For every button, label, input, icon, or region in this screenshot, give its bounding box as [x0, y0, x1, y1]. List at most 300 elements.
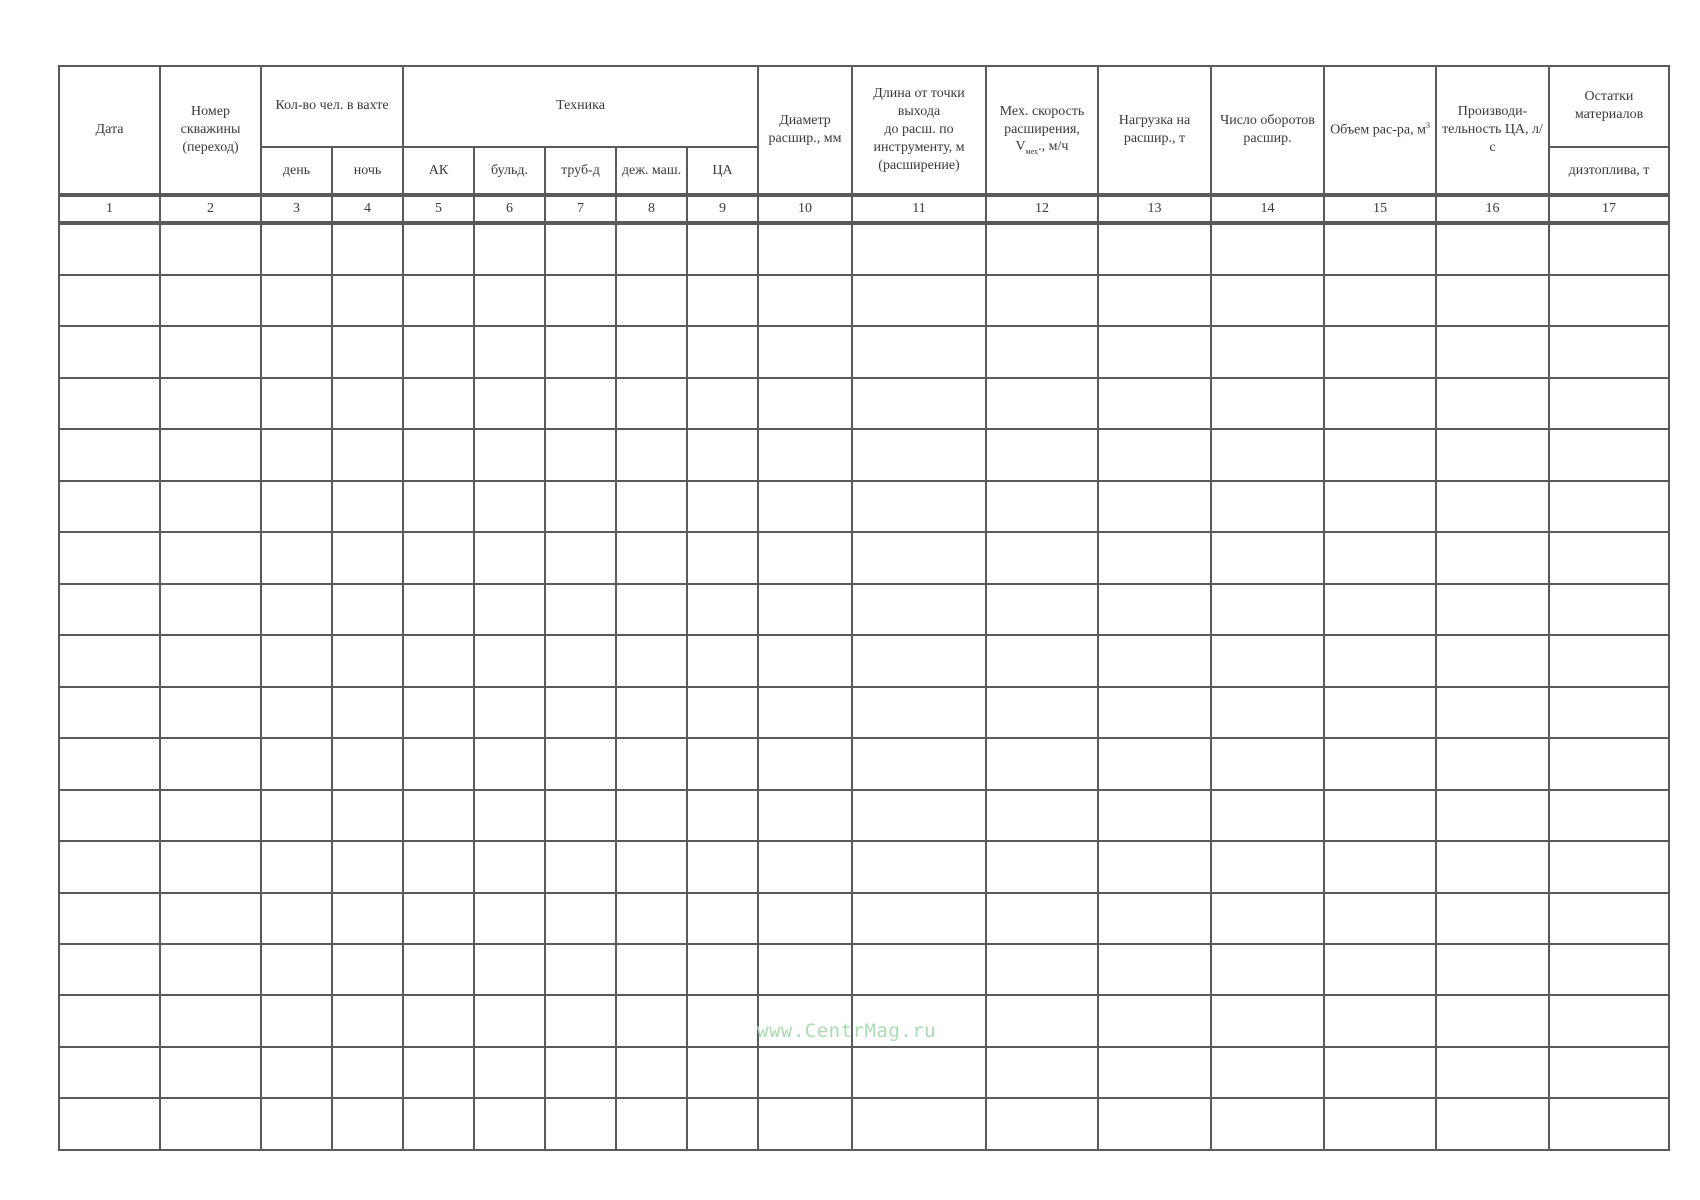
empty-cell[interactable] — [59, 584, 160, 635]
empty-cell[interactable] — [758, 738, 852, 789]
empty-cell[interactable] — [852, 275, 986, 326]
empty-cell[interactable] — [160, 944, 261, 995]
empty-cell[interactable] — [852, 944, 986, 995]
empty-cell[interactable] — [986, 378, 1098, 429]
empty-cell[interactable] — [852, 378, 986, 429]
empty-cell[interactable] — [1211, 481, 1324, 532]
empty-cell[interactable] — [545, 893, 616, 944]
empty-cell[interactable] — [545, 790, 616, 841]
empty-cell[interactable] — [758, 790, 852, 841]
empty-cell[interactable] — [332, 687, 403, 738]
empty-cell[interactable] — [261, 223, 332, 274]
empty-cell[interactable] — [852, 532, 986, 583]
empty-cell[interactable] — [160, 1047, 261, 1098]
empty-cell[interactable] — [332, 893, 403, 944]
empty-cell[interactable] — [332, 275, 403, 326]
empty-cell[interactable] — [1098, 532, 1211, 583]
empty-cell[interactable] — [1549, 995, 1669, 1046]
empty-cell[interactable] — [261, 687, 332, 738]
empty-cell[interactable] — [1098, 481, 1211, 532]
empty-cell[interactable] — [332, 841, 403, 892]
empty-cell[interactable] — [160, 1098, 261, 1150]
empty-cell[interactable] — [59, 378, 160, 429]
empty-cell[interactable] — [545, 223, 616, 274]
empty-cell[interactable] — [474, 1047, 545, 1098]
empty-cell[interactable] — [1549, 1098, 1669, 1150]
empty-cell[interactable] — [545, 275, 616, 326]
empty-cell[interactable] — [687, 635, 758, 686]
empty-cell[interactable] — [59, 995, 160, 1046]
empty-cell[interactable] — [59, 1098, 160, 1150]
empty-cell[interactable] — [1324, 1047, 1436, 1098]
empty-cell[interactable] — [616, 738, 687, 789]
empty-cell[interactable] — [758, 275, 852, 326]
empty-cell[interactable] — [1436, 223, 1549, 274]
empty-cell[interactable] — [1211, 1047, 1324, 1098]
empty-cell[interactable] — [687, 893, 758, 944]
empty-cell[interactable] — [403, 223, 474, 274]
empty-cell[interactable] — [1098, 1047, 1211, 1098]
empty-cell[interactable] — [474, 893, 545, 944]
empty-cell[interactable] — [1549, 790, 1669, 841]
empty-cell[interactable] — [616, 481, 687, 532]
empty-cell[interactable] — [1436, 893, 1549, 944]
empty-cell[interactable] — [1098, 275, 1211, 326]
empty-cell[interactable] — [1549, 635, 1669, 686]
empty-cell[interactable] — [474, 532, 545, 583]
empty-cell[interactable] — [474, 378, 545, 429]
empty-cell[interactable] — [758, 223, 852, 274]
empty-cell[interactable] — [59, 481, 160, 532]
empty-cell[interactable] — [1549, 584, 1669, 635]
empty-cell[interactable] — [403, 944, 474, 995]
empty-cell[interactable] — [403, 532, 474, 583]
empty-cell[interactable] — [986, 687, 1098, 738]
empty-cell[interactable] — [403, 893, 474, 944]
empty-cell[interactable] — [1211, 635, 1324, 686]
empty-cell[interactable] — [986, 326, 1098, 377]
empty-cell[interactable] — [1324, 326, 1436, 377]
empty-cell[interactable] — [852, 326, 986, 377]
empty-cell[interactable] — [332, 738, 403, 789]
empty-cell[interactable] — [261, 790, 332, 841]
empty-cell[interactable] — [59, 944, 160, 995]
empty-cell[interactable] — [1549, 532, 1669, 583]
empty-cell[interactable] — [261, 584, 332, 635]
empty-cell[interactable] — [1098, 995, 1211, 1046]
empty-cell[interactable] — [1098, 223, 1211, 274]
empty-cell[interactable] — [687, 584, 758, 635]
empty-cell[interactable] — [616, 841, 687, 892]
empty-cell[interactable] — [1324, 893, 1436, 944]
empty-cell[interactable] — [1324, 790, 1436, 841]
empty-cell[interactable] — [403, 995, 474, 1046]
empty-cell[interactable] — [1324, 944, 1436, 995]
empty-cell[interactable] — [1436, 687, 1549, 738]
empty-cell[interactable] — [1098, 635, 1211, 686]
empty-cell[interactable] — [1211, 378, 1324, 429]
empty-cell[interactable] — [616, 584, 687, 635]
empty-cell[interactable] — [545, 532, 616, 583]
empty-cell[interactable] — [59, 893, 160, 944]
empty-cell[interactable] — [687, 1098, 758, 1150]
empty-cell[interactable] — [59, 738, 160, 789]
empty-cell[interactable] — [1211, 944, 1324, 995]
empty-cell[interactable] — [474, 944, 545, 995]
empty-cell[interactable] — [160, 429, 261, 480]
empty-cell[interactable] — [758, 1047, 852, 1098]
empty-cell[interactable] — [474, 326, 545, 377]
empty-cell[interactable] — [986, 532, 1098, 583]
empty-cell[interactable] — [403, 429, 474, 480]
empty-cell[interactable] — [1211, 790, 1324, 841]
empty-cell[interactable] — [332, 1047, 403, 1098]
empty-cell[interactable] — [1436, 995, 1549, 1046]
empty-cell[interactable] — [1436, 326, 1549, 377]
empty-cell[interactable] — [986, 738, 1098, 789]
empty-cell[interactable] — [403, 275, 474, 326]
empty-cell[interactable] — [261, 841, 332, 892]
empty-cell[interactable] — [758, 481, 852, 532]
empty-cell[interactable] — [59, 687, 160, 738]
empty-cell[interactable] — [160, 275, 261, 326]
empty-cell[interactable] — [545, 481, 616, 532]
empty-cell[interactable] — [1324, 223, 1436, 274]
empty-cell[interactable] — [332, 326, 403, 377]
empty-cell[interactable] — [1098, 584, 1211, 635]
empty-cell[interactable] — [332, 584, 403, 635]
empty-cell[interactable] — [1324, 584, 1436, 635]
empty-cell[interactable] — [474, 635, 545, 686]
empty-cell[interactable] — [687, 481, 758, 532]
empty-cell[interactable] — [1211, 223, 1324, 274]
empty-cell[interactable] — [332, 481, 403, 532]
empty-cell[interactable] — [160, 790, 261, 841]
empty-cell[interactable] — [1324, 995, 1436, 1046]
empty-cell[interactable] — [403, 584, 474, 635]
empty-cell[interactable] — [852, 635, 986, 686]
empty-cell[interactable] — [687, 275, 758, 326]
empty-cell[interactable] — [261, 378, 332, 429]
empty-cell[interactable] — [545, 429, 616, 480]
empty-cell[interactable] — [160, 893, 261, 944]
empty-cell[interactable] — [1098, 944, 1211, 995]
empty-cell[interactable] — [332, 635, 403, 686]
empty-cell[interactable] — [616, 944, 687, 995]
empty-cell[interactable] — [261, 481, 332, 532]
empty-cell[interactable] — [403, 687, 474, 738]
empty-cell[interactable] — [1324, 532, 1436, 583]
empty-cell[interactable] — [1098, 378, 1211, 429]
empty-cell[interactable] — [160, 584, 261, 635]
empty-cell[interactable] — [986, 481, 1098, 532]
empty-cell[interactable] — [261, 995, 332, 1046]
empty-cell[interactable] — [332, 995, 403, 1046]
empty-cell[interactable] — [852, 223, 986, 274]
empty-cell[interactable] — [474, 841, 545, 892]
empty-cell[interactable] — [758, 944, 852, 995]
empty-cell[interactable] — [1549, 1047, 1669, 1098]
empty-cell[interactable] — [852, 893, 986, 944]
empty-cell[interactable] — [332, 223, 403, 274]
empty-cell[interactable] — [986, 584, 1098, 635]
empty-cell[interactable] — [1211, 995, 1324, 1046]
empty-cell[interactable] — [1549, 429, 1669, 480]
empty-cell[interactable] — [1098, 1098, 1211, 1150]
empty-cell[interactable] — [616, 687, 687, 738]
empty-cell[interactable] — [261, 429, 332, 480]
empty-cell[interactable] — [1549, 481, 1669, 532]
empty-cell[interactable] — [852, 790, 986, 841]
empty-cell[interactable] — [545, 1098, 616, 1150]
empty-cell[interactable] — [160, 687, 261, 738]
empty-cell[interactable] — [474, 481, 545, 532]
empty-cell[interactable] — [403, 738, 474, 789]
empty-cell[interactable] — [1436, 429, 1549, 480]
empty-cell[interactable] — [160, 738, 261, 789]
empty-cell[interactable] — [687, 378, 758, 429]
empty-cell[interactable] — [852, 1047, 986, 1098]
empty-cell[interactable] — [474, 995, 545, 1046]
empty-cell[interactable] — [332, 532, 403, 583]
empty-cell[interactable] — [545, 687, 616, 738]
empty-cell[interactable] — [403, 635, 474, 686]
empty-cell[interactable] — [1324, 1098, 1436, 1150]
empty-cell[interactable] — [261, 635, 332, 686]
empty-cell[interactable] — [59, 635, 160, 686]
empty-cell[interactable] — [1436, 532, 1549, 583]
empty-cell[interactable] — [403, 378, 474, 429]
empty-cell[interactable] — [852, 738, 986, 789]
empty-cell[interactable] — [59, 429, 160, 480]
empty-cell[interactable] — [1436, 944, 1549, 995]
empty-cell[interactable] — [852, 1098, 986, 1150]
empty-cell[interactable] — [616, 1047, 687, 1098]
empty-cell[interactable] — [160, 378, 261, 429]
empty-cell[interactable] — [545, 944, 616, 995]
empty-cell[interactable] — [59, 532, 160, 583]
empty-cell[interactable] — [160, 223, 261, 274]
empty-cell[interactable] — [261, 326, 332, 377]
empty-cell[interactable] — [986, 790, 1098, 841]
empty-cell[interactable] — [403, 481, 474, 532]
empty-cell[interactable] — [758, 378, 852, 429]
empty-cell[interactable] — [758, 1098, 852, 1150]
empty-cell[interactable] — [1324, 378, 1436, 429]
empty-cell[interactable] — [160, 532, 261, 583]
empty-cell[interactable] — [616, 635, 687, 686]
empty-cell[interactable] — [616, 532, 687, 583]
empty-cell[interactable] — [59, 326, 160, 377]
empty-cell[interactable] — [1098, 429, 1211, 480]
empty-cell[interactable] — [1211, 893, 1324, 944]
empty-cell[interactable] — [59, 1047, 160, 1098]
empty-cell[interactable] — [986, 223, 1098, 274]
empty-cell[interactable] — [474, 429, 545, 480]
empty-cell[interactable] — [1549, 223, 1669, 274]
empty-cell[interactable] — [545, 584, 616, 635]
empty-cell[interactable] — [616, 893, 687, 944]
empty-cell[interactable] — [1098, 326, 1211, 377]
empty-cell[interactable] — [758, 893, 852, 944]
empty-cell[interactable] — [616, 995, 687, 1046]
empty-cell[interactable] — [1098, 738, 1211, 789]
empty-cell[interactable] — [852, 481, 986, 532]
empty-cell[interactable] — [59, 841, 160, 892]
empty-cell[interactable] — [616, 790, 687, 841]
empty-cell[interactable] — [616, 326, 687, 377]
empty-cell[interactable] — [1436, 790, 1549, 841]
empty-cell[interactable] — [1324, 635, 1436, 686]
empty-cell[interactable] — [1436, 841, 1549, 892]
empty-cell[interactable] — [160, 481, 261, 532]
empty-cell[interactable] — [403, 790, 474, 841]
empty-cell[interactable] — [758, 532, 852, 583]
empty-cell[interactable] — [1098, 841, 1211, 892]
empty-cell[interactable] — [545, 995, 616, 1046]
empty-cell[interactable] — [616, 223, 687, 274]
empty-cell[interactable] — [545, 378, 616, 429]
empty-cell[interactable] — [474, 1098, 545, 1150]
empty-cell[interactable] — [1436, 1047, 1549, 1098]
empty-cell[interactable] — [986, 429, 1098, 480]
empty-cell[interactable] — [1549, 378, 1669, 429]
empty-cell[interactable] — [986, 1098, 1098, 1150]
empty-cell[interactable] — [1211, 1098, 1324, 1150]
empty-cell[interactable] — [687, 790, 758, 841]
empty-cell[interactable] — [261, 738, 332, 789]
empty-cell[interactable] — [687, 687, 758, 738]
empty-cell[interactable] — [332, 378, 403, 429]
empty-cell[interactable] — [261, 944, 332, 995]
empty-cell[interactable] — [332, 944, 403, 995]
empty-cell[interactable] — [1211, 275, 1324, 326]
empty-cell[interactable] — [545, 1047, 616, 1098]
empty-cell[interactable] — [1324, 841, 1436, 892]
empty-cell[interactable] — [1098, 790, 1211, 841]
empty-cell[interactable] — [1549, 841, 1669, 892]
empty-cell[interactable] — [1211, 584, 1324, 635]
empty-cell[interactable] — [1436, 1098, 1549, 1150]
empty-cell[interactable] — [474, 584, 545, 635]
empty-cell[interactable] — [545, 635, 616, 686]
empty-cell[interactable] — [986, 275, 1098, 326]
empty-cell[interactable] — [986, 635, 1098, 686]
empty-cell[interactable] — [758, 326, 852, 377]
empty-cell[interactable] — [1211, 841, 1324, 892]
empty-cell[interactable] — [160, 326, 261, 377]
empty-cell[interactable] — [687, 326, 758, 377]
empty-cell[interactable] — [403, 841, 474, 892]
empty-cell[interactable] — [616, 429, 687, 480]
empty-cell[interactable] — [1436, 738, 1549, 789]
empty-cell[interactable] — [403, 1098, 474, 1150]
empty-cell[interactable] — [687, 223, 758, 274]
empty-cell[interactable] — [758, 429, 852, 480]
empty-cell[interactable] — [474, 687, 545, 738]
empty-cell[interactable] — [1211, 429, 1324, 480]
empty-cell[interactable] — [687, 532, 758, 583]
empty-cell[interactable] — [1436, 481, 1549, 532]
empty-cell[interactable] — [986, 893, 1098, 944]
empty-cell[interactable] — [474, 738, 545, 789]
empty-cell[interactable] — [403, 326, 474, 377]
empty-cell[interactable] — [986, 841, 1098, 892]
empty-cell[interactable] — [1324, 687, 1436, 738]
empty-cell[interactable] — [687, 995, 758, 1046]
empty-cell[interactable] — [261, 1098, 332, 1150]
empty-cell[interactable] — [616, 1098, 687, 1150]
empty-cell[interactable] — [59, 275, 160, 326]
empty-cell[interactable] — [1436, 275, 1549, 326]
empty-cell[interactable] — [1436, 584, 1549, 635]
empty-cell[interactable] — [1324, 481, 1436, 532]
empty-cell[interactable] — [1098, 893, 1211, 944]
empty-cell[interactable] — [1436, 635, 1549, 686]
empty-cell[interactable] — [986, 995, 1098, 1046]
empty-cell[interactable] — [1324, 429, 1436, 480]
empty-cell[interactable] — [160, 841, 261, 892]
empty-cell[interactable] — [687, 841, 758, 892]
empty-cell[interactable] — [1549, 275, 1669, 326]
empty-cell[interactable] — [1549, 738, 1669, 789]
empty-cell[interactable] — [687, 944, 758, 995]
empty-cell[interactable] — [474, 275, 545, 326]
empty-cell[interactable] — [852, 584, 986, 635]
empty-cell[interactable] — [332, 429, 403, 480]
empty-cell[interactable] — [1436, 378, 1549, 429]
empty-cell[interactable] — [59, 223, 160, 274]
empty-cell[interactable] — [687, 738, 758, 789]
empty-cell[interactable] — [758, 635, 852, 686]
empty-cell[interactable] — [474, 790, 545, 841]
empty-cell[interactable] — [474, 223, 545, 274]
empty-cell[interactable] — [1549, 893, 1669, 944]
empty-cell[interactable] — [1211, 687, 1324, 738]
empty-cell[interactable] — [332, 1098, 403, 1150]
empty-cell[interactable] — [852, 429, 986, 480]
empty-cell[interactable] — [1211, 326, 1324, 377]
empty-cell[interactable] — [1324, 738, 1436, 789]
empty-cell[interactable] — [1211, 532, 1324, 583]
empty-cell[interactable] — [616, 275, 687, 326]
empty-cell[interactable] — [758, 841, 852, 892]
empty-cell[interactable] — [1549, 687, 1669, 738]
empty-cell[interactable] — [1098, 687, 1211, 738]
empty-cell[interactable] — [160, 995, 261, 1046]
empty-cell[interactable] — [545, 738, 616, 789]
empty-cell[interactable] — [545, 326, 616, 377]
empty-cell[interactable] — [986, 1047, 1098, 1098]
empty-cell[interactable] — [986, 944, 1098, 995]
empty-cell[interactable] — [1324, 275, 1436, 326]
empty-cell[interactable] — [160, 635, 261, 686]
empty-cell[interactable] — [687, 1047, 758, 1098]
empty-cell[interactable] — [261, 1047, 332, 1098]
empty-cell[interactable] — [403, 1047, 474, 1098]
empty-cell[interactable] — [616, 378, 687, 429]
empty-cell[interactable] — [261, 532, 332, 583]
empty-cell[interactable] — [1211, 738, 1324, 789]
empty-cell[interactable] — [852, 687, 986, 738]
empty-cell[interactable] — [852, 841, 986, 892]
empty-cell[interactable] — [687, 429, 758, 480]
empty-cell[interactable] — [1549, 326, 1669, 377]
empty-cell[interactable] — [1549, 944, 1669, 995]
empty-cell[interactable] — [332, 790, 403, 841]
empty-cell[interactable] — [59, 790, 160, 841]
empty-cell[interactable] — [261, 275, 332, 326]
